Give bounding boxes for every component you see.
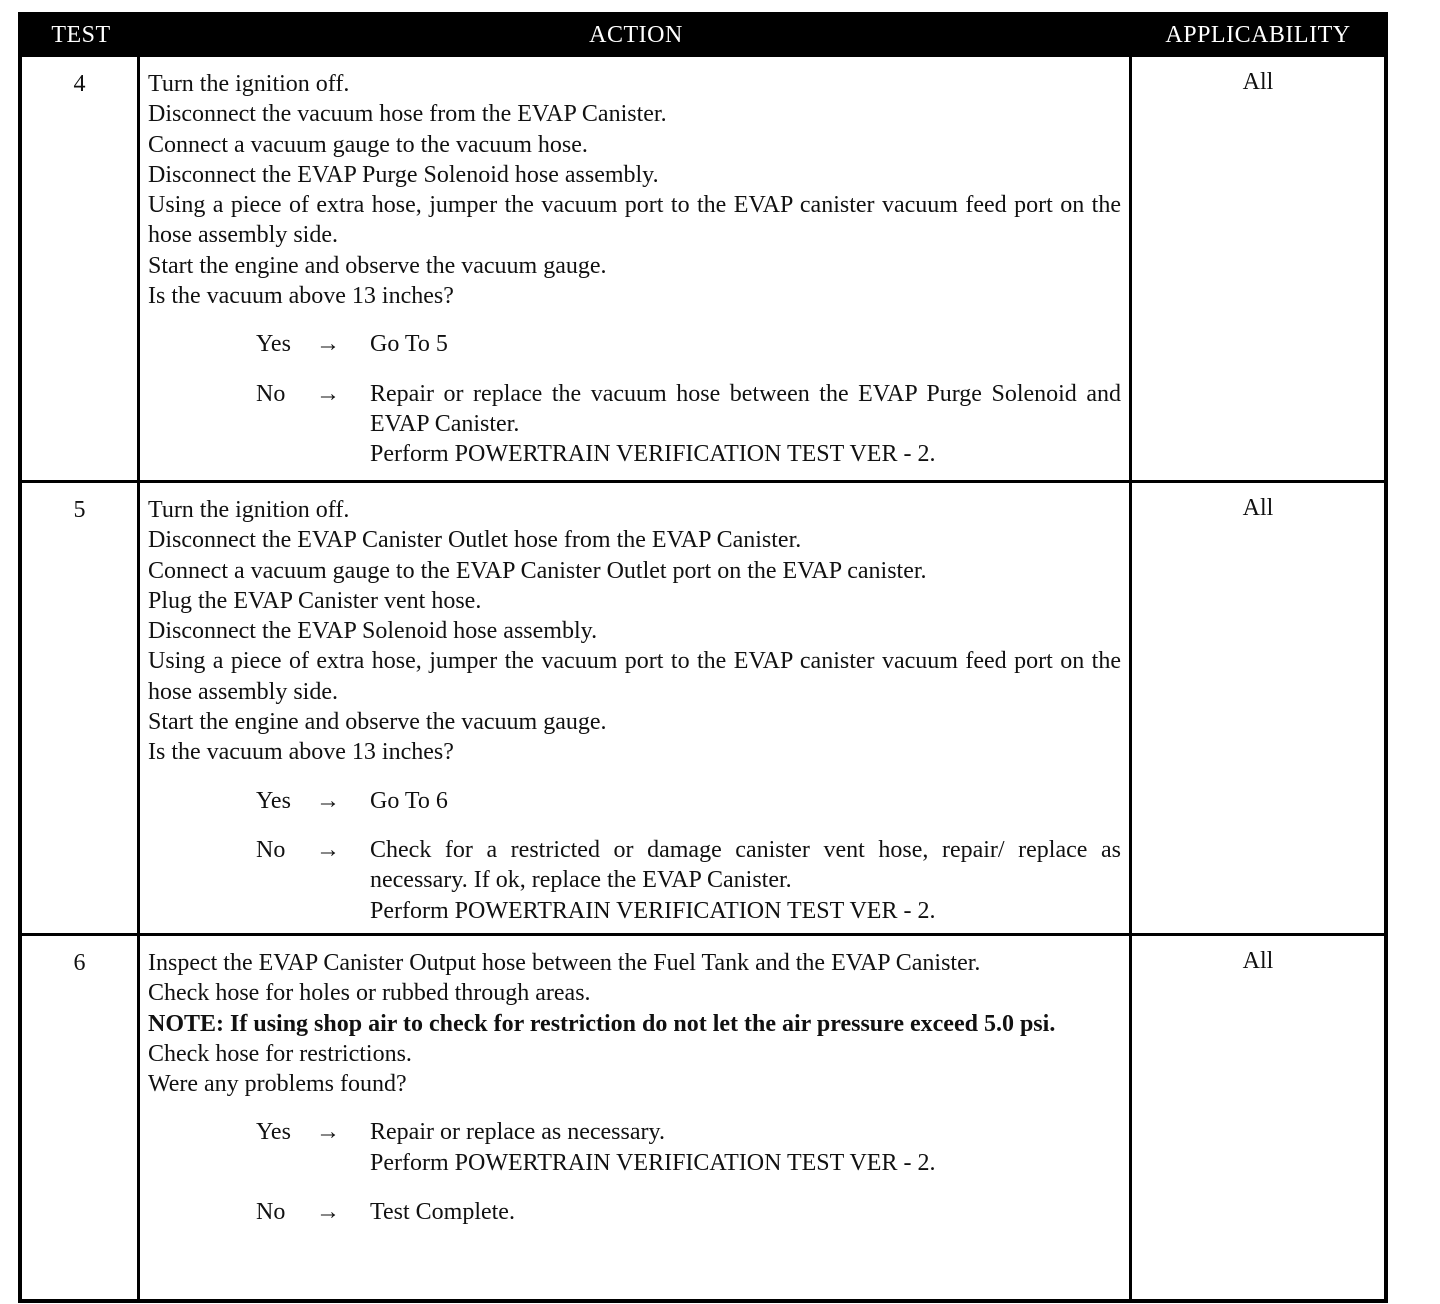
arrow-right-icon: → — [316, 380, 340, 407]
answer-block — [256, 1117, 1121, 1227]
action-step: Plug the EVAP Canister vent hose. — [148, 587, 482, 614]
header-action: ACTION — [589, 22, 683, 48]
arrow-right-icon: → — [316, 1199, 340, 1226]
answer-no-label: No — [256, 1199, 286, 1226]
answer-yes-label: Yes — [256, 787, 291, 814]
answer-yes-text: Repair or replace as necessary. — [370, 1119, 665, 1146]
answer-block — [256, 786, 1121, 926]
action-step: Connect a vacuum gauge to the EVAP Canister Outlet port on the EVAP canister. — [148, 557, 927, 584]
action-step: Disconnect the EVAP Purge Solenoid hose assembly. — [148, 161, 659, 188]
answer-yes-label: Yes — [256, 331, 291, 358]
answer-yes-label: Yes — [256, 1119, 291, 1146]
action-step: Is the vacuum above 13 inches? — [148, 739, 454, 766]
action-step: Is the vacuum above 13 inches? — [148, 283, 454, 310]
diagnostic-test-table — [18, 12, 1388, 1303]
test-number: 6 — [22, 936, 140, 1299]
applicability-cell: All — [1242, 69, 1274, 95]
answer-block — [256, 329, 1121, 469]
arrow-right-icon: → — [316, 787, 340, 814]
answer-no-result — [370, 835, 1121, 926]
answer-yes-result: Go To 6 — [370, 787, 448, 814]
header-test: TEST — [51, 22, 111, 48]
action-step: Disconnect the EVAP Canister Outlet hose from the EVAP Canister. — [148, 527, 802, 554]
action-step: Start the engine and observe the vacuum gauge. — [148, 252, 607, 279]
action-step: Turn the ignition off. — [148, 497, 350, 523]
answer-yes-result: Go To 5 — [370, 331, 448, 358]
action-cell — [140, 483, 1132, 933]
action-step: Using a piece of extra hose, jumper the vacuum port to the EVAP canister vacuum feed port on the hose assembly side. — [148, 648, 1121, 705]
answer-no-text-2: Perform POWERTRAIN VERIFICATION TEST VER - 2. — [370, 897, 936, 924]
answer-yes-result — [370, 1117, 1121, 1178]
table-row — [22, 480, 1384, 933]
action-step: Disconnect the EVAP Solenoid hose assembly. — [148, 618, 598, 645]
arrow-right-icon: → — [316, 1119, 340, 1146]
action-cell — [140, 936, 1132, 1299]
test-number: 5 — [22, 483, 140, 933]
table-header — [22, 16, 1384, 54]
answer-yes — [256, 329, 1121, 359]
answer-no-result — [370, 379, 1121, 470]
answer-no-label: No — [256, 836, 286, 863]
answer-yes-text-2: Perform POWERTRAIN VERIFICATION TEST VER - 2. — [370, 1149, 936, 1176]
table-row — [22, 933, 1384, 1299]
arrow-right-icon: → — [316, 331, 340, 358]
answer-no-text: Check for a restricted or damage canister vent hose, repair/ replace as necessary. If ok, replace the EVAP Canister. — [370, 836, 1121, 894]
applicability-cell: All — [1242, 948, 1274, 974]
answer-no-text: Repair or replace the vacuum hose between the EVAP Purge Solenoid and EVAP Canister. — [370, 380, 1121, 437]
table-row — [22, 54, 1384, 480]
answer-no — [256, 835, 1121, 926]
answer-no-text-2: Perform POWERTRAIN VERIFICATION TEST VER - 2. — [370, 441, 936, 468]
test-number: 4 — [22, 57, 140, 480]
answer-no — [256, 379, 1121, 470]
answer-no — [256, 1197, 1121, 1227]
header-applicability: APPLICABILITY — [1165, 22, 1351, 48]
action-steps — [148, 948, 1121, 1099]
action-step: Check hose for holes or rubbed through areas. — [148, 980, 591, 1007]
action-steps — [148, 495, 1121, 768]
applicability-cell: All — [1242, 495, 1274, 521]
action-step: Were any problems found? — [148, 1071, 407, 1098]
action-step: Inspect the EVAP Canister Output hose between the Fuel Tank and the EVAP Canister. — [148, 950, 981, 976]
action-steps — [148, 69, 1121, 311]
answer-yes — [256, 786, 1121, 816]
note-warning: NOTE: If using shop air to check for restriction do not let the air pressure exceed 5.0 psi. — [148, 1010, 1056, 1037]
answer-yes — [256, 1117, 1121, 1178]
action-step: Disconnect the vacuum hose from the EVAP Canister. — [148, 101, 667, 128]
answer-no-result: Test Complete. — [370, 1199, 515, 1226]
action-step: Using a piece of extra hose, jumper the vacuum port to the EVAP canister vacuum feed port on the hose assembly side. — [148, 192, 1121, 249]
action-cell — [140, 57, 1132, 480]
action-step: Turn the ignition off. — [148, 71, 350, 97]
action-step: Check hose for restrictions. — [148, 1040, 412, 1067]
action-step: Start the engine and observe the vacuum gauge. — [148, 709, 607, 736]
action-step: Connect a vacuum gauge to the vacuum hose. — [148, 131, 588, 158]
answer-no-label: No — [256, 380, 286, 407]
arrow-right-icon: → — [316, 836, 340, 863]
